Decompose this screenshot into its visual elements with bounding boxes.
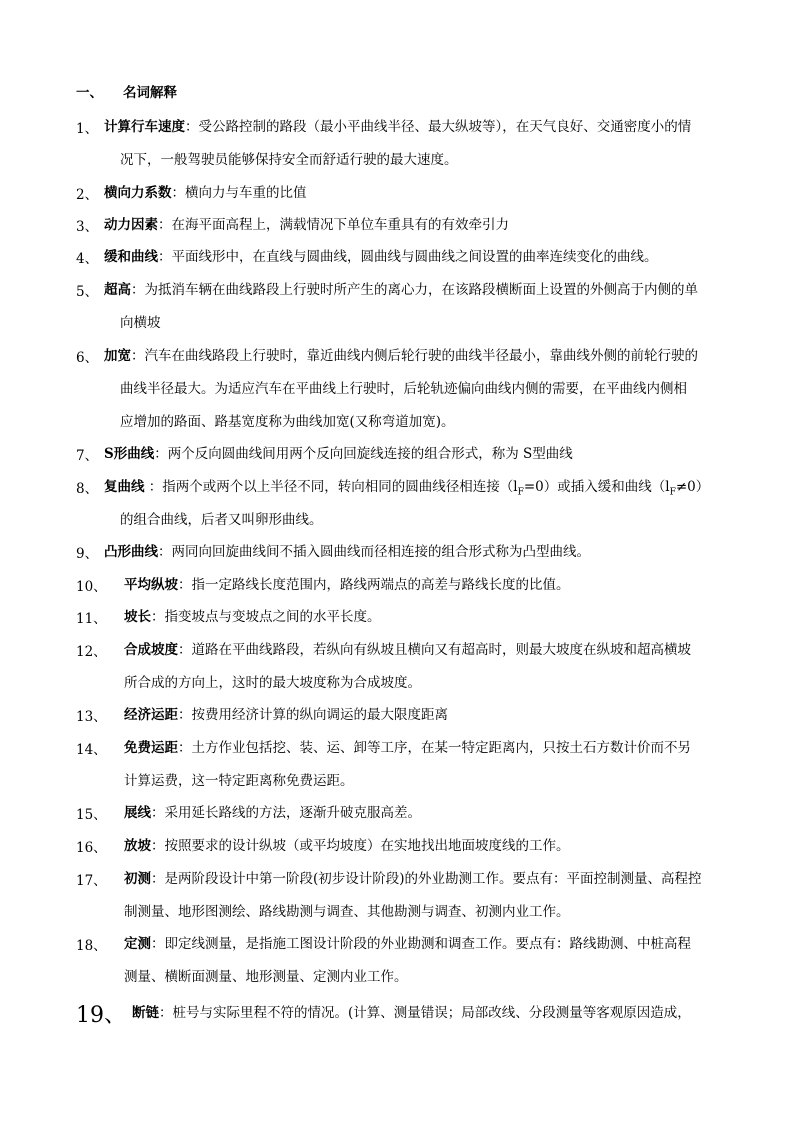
item-term: 合成坡度 [124,642,178,658]
item-separator: ： [151,936,165,952]
item-term: 缓和曲线 [104,249,158,265]
item-separator: ： [178,740,192,756]
item-number: 11、 [76,611,107,627]
item-definition-line: 所合成的方向上，这时的最大坡度称为合成坡度。 [124,675,421,691]
section-heading [76,84,177,102]
item-definition-line: 受公路控制的路段（最小平曲线半径、最大纵坡等），在天气良好、交通密度小的情 [198,119,692,135]
item-definition-line: 指一定路线长度范围内，路线两端点的高差与路线长度的比值。 [191,577,570,593]
item-number: 7、 [76,448,99,464]
item-definition-line: 向横坡 [120,315,161,331]
item-definition-line: 测量、横断面测量、地形测量、定测内业工作。 [124,969,408,985]
item-term: 凸形曲线 [104,544,158,560]
subscript-f: F [669,487,676,498]
item-definition-line: 横向力与车重的比值 [185,185,307,201]
item-number: 15、 [76,807,107,823]
item-number: 17、 [76,873,107,889]
item-term: 横向力系数 [104,185,172,201]
item-term: 经济运距 [124,707,178,723]
item-separator: ： [158,544,172,560]
item-term: 免费运距 [124,740,178,756]
item-number: 8、 [76,481,99,497]
item-number: 10、 [76,579,107,595]
item-number: 14、 [76,742,107,758]
item-definition-line: 曲线半径最大。为适应汽车在平曲线上行驶时，后轮轨迹偏向曲线内侧的需要，在平曲线内侧相 [120,381,687,397]
item-separator: ： [178,707,192,723]
item-separator: ： [151,838,165,854]
item-number: 1、 [76,121,99,137]
item-definition-line: 应增加的路面、路基宽度称为曲线加宽(又称弯道加宽)。 [120,414,455,430]
item-separator: ： [151,805,165,821]
item-separator: ： [178,642,192,658]
item-separator: ： [158,217,172,233]
item-separator: ： [171,185,185,201]
formula-text: =0）或插入缓和曲线（l [523,479,670,495]
item-number: 9、 [76,546,99,562]
item-definition-line: 两同向回旋曲线间不插入圆曲线而径相连接的组合形式称为凸型曲线。 [171,544,590,560]
item-term: 平均纵坡 [124,577,178,593]
formula-text: ≠0） [675,479,710,495]
item-definition-line: 在海平面高程上，满载情况下单位车重具有的有效牵引力 [171,217,509,233]
item-term: 断链 [132,1005,159,1021]
item-number: 2、 [76,187,99,203]
item-term: 放坡 [124,838,151,854]
item-term: 展线 [124,805,151,821]
item-definition-line: 指两个或两个以上半径不同，转向相同的圆曲线径相连接（l [162,479,518,495]
item-number: 13、 [76,709,107,725]
item-separator: ： [178,577,192,593]
item-separator: ： [131,348,145,364]
item-term: 加宽 [104,348,131,364]
item-definition-line: 按费用经济计算的纵向调运的最大限度距离 [191,707,448,723]
item-definition-line: 计算运费，这一特定距离称免费运距。 [124,773,354,789]
item-definition-line: 采用延长路线的方法，逐渐升破克服高差。 [164,805,421,821]
item-definition-line: 指变坡点与变坡点之间的水平长度。 [164,609,381,625]
item-definition-line: 的组合曲线，后者又叫卵形曲线。 [120,512,323,528]
item-separator: ： [159,1005,173,1021]
item-separator: ： [131,282,145,298]
item-term: 初测 [124,871,151,887]
item-number: 16、 [76,840,107,856]
item-definition-line: 按照要求的设计纵坡（或平均坡度）在实地找出地面坡度线的工作。 [164,838,570,854]
item-term: 复曲线 [104,479,145,495]
item-definition-line: 两个反向圆曲线间用两个反向回旋线连接的组合形式，称为 S型曲线 [167,446,573,462]
item-separator: ： [151,871,165,887]
section-title: 名词解释 [123,85,177,101]
item-separator: ： [185,119,199,135]
item-number: 6、 [76,350,99,366]
item-separator: ： [158,249,172,265]
item-number: 18、 [76,938,107,954]
item-term: 超高 [104,282,131,298]
item-separator: ： [154,446,168,462]
item-definition-line: 桩号与实际里程不符的情况。(计算、测量错误；局部改线、分段测量等客观原因造成， [172,1005,691,1021]
item-number: 4、 [76,251,99,267]
item-separator: ： [151,609,165,625]
item-separator: ： [144,479,163,495]
subscript-f: F [517,487,524,498]
item-definition-line: 平面线形中，在直线与圆曲线，圆曲线与圆曲线之间设置的曲率连续变化的曲线。 [171,249,658,265]
section-number: 一、 [76,85,103,101]
item-definition-line: 是两阶段设计中第一阶段(初步设计阶段)的外业勘测工作。要点有：平面控制测量、高程控 [164,871,702,887]
item-term: 坡长 [124,609,151,625]
item-definition-line: 况下，一般驾驶员能够保持安全而舒适行驶的最大速度。 [120,152,458,168]
item-term: 定测 [124,936,151,952]
item-term: S形曲线 [104,446,155,462]
item-definition-line: 制测量、地形图测绘、路线勘测与调查、其他勘测与调查、初测内业工作。 [124,904,570,920]
item-definition-line: 为抵消车辆在曲线路段上行驶时所产生的离心力，在该路段横断面上设置的外侧高于内侧的单 [144,282,698,298]
item-term: 动力因素 [104,217,158,233]
item-definition-line: 汽车在曲线路段上行驶时，靠近曲线内侧后轮行驶的曲线半径最小，靠曲线外侧的前轮行驶的 [144,348,698,364]
item-number: 5、 [76,284,99,300]
item-number: 3、 [76,219,99,235]
item-term: 计算行车速度 [104,119,185,135]
item-definition-line: 土方作业包括挖、装、运、卸等工序，在某一特定距离内，只按土石方数计价而不另 [191,740,691,756]
item-definition-line: 即定线测量，是指施工图设计阶段的外业勘测和调查工作。要点有：路线勘测、中桩高程 [164,936,691,952]
item-definition-line: 道路在平曲线路段，若纵向有纵坡且横向又有超高时，则最大坡度在纵坡和超高横坡 [191,642,691,658]
item-number: 19、 [76,1003,126,1028]
item-number: 12、 [76,644,107,660]
